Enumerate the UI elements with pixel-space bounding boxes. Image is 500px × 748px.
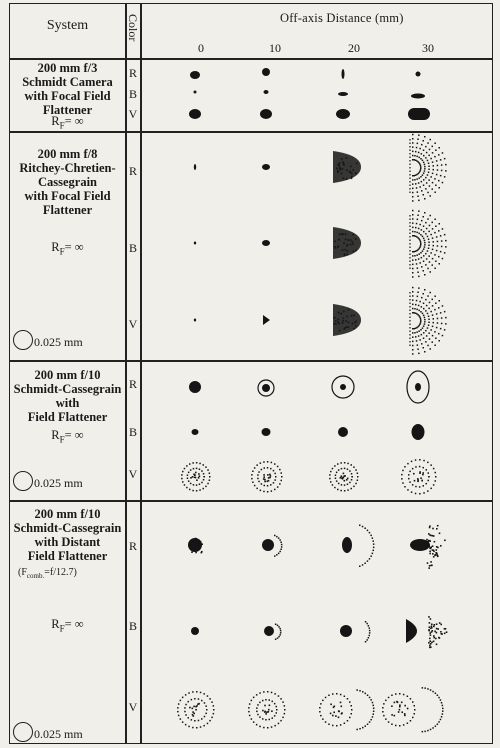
spot-s2-r-30	[410, 134, 447, 202]
scale-label: 0.025 mm	[34, 335, 83, 349]
system-1-color-r: R	[128, 66, 137, 80]
system-3-name-line: Schmidt-Cassegrain	[13, 382, 122, 396]
spot-s4-b-10	[264, 624, 281, 641]
spot-diagram-grid	[10, 4, 494, 745]
spot-s2-b-20	[333, 227, 361, 259]
system-1-name-line: Flattener	[42, 103, 93, 117]
system-4-color-b: B	[128, 619, 137, 633]
system-4-name-line: Schmidt-Cassegrain	[13, 521, 122, 535]
spot-s2-b-0	[194, 242, 196, 245]
system-4-color-v: V	[128, 700, 138, 714]
system-4-rf-label: $R_F=$ ∞	[51, 617, 84, 634]
system-4-color-r: R	[128, 539, 137, 553]
scale-label: 0.025 mm	[34, 727, 83, 741]
color-column-header: Color	[126, 14, 140, 42]
system-2-name-line: 200 mm f/8	[37, 147, 98, 161]
distance-tick-0: 0	[198, 41, 204, 55]
system-4-name-line: 200 mm f/10	[34, 507, 101, 521]
system-2-name-line: Flattener	[42, 203, 93, 217]
distance-tick-30: 30	[422, 41, 434, 55]
system-3-name-line: Field Flattener	[27, 410, 108, 424]
spot-s4-v-0	[177, 691, 214, 729]
spot-s1-v-0	[189, 109, 201, 119]
spot-s1-v-10	[260, 109, 272, 119]
system-1-name-line: 200 mm f/3	[37, 61, 98, 75]
spot-s4-v-10	[248, 691, 285, 729]
spot-s3-v-0	[181, 462, 210, 492]
spot-s2-v-30	[410, 287, 447, 355]
spot-s4-r-20	[342, 525, 374, 568]
spot-s1-r-10	[262, 68, 270, 76]
spot-s1-v-30	[408, 108, 430, 120]
system-1-name-line: Schmidt Camera	[22, 75, 113, 89]
spot-s3-b-10	[262, 428, 271, 436]
spot-s3-v-10	[251, 461, 282, 493]
system-1-color-v: V	[128, 107, 138, 121]
spot-s1-b-20	[338, 92, 348, 96]
system-3-name-line: with	[55, 396, 80, 410]
spot-s4-b-20	[340, 621, 370, 643]
spot-s3-b-30	[412, 424, 425, 440]
system-1-rf-label: $R_F=$ ∞	[51, 114, 84, 131]
spot-s3-b-0	[192, 429, 199, 435]
spot-s4-b-30	[406, 616, 447, 648]
spot-diagram-table	[9, 3, 493, 744]
spot-s1-b-30	[411, 94, 425, 99]
scale-label: 0.025 mm	[34, 476, 83, 490]
system-3-name-line: 200 mm f/10	[34, 368, 101, 382]
system-2-rf-label: $R_F=$ ∞	[51, 240, 84, 257]
system-1-color-b: B	[128, 87, 137, 101]
spot-s2-r-0	[194, 164, 196, 170]
system-column-header: System	[46, 18, 89, 33]
spot-s2-r-10	[262, 164, 270, 170]
system-2-color-b: B	[128, 241, 137, 255]
spot-s1-b-0	[194, 91, 197, 94]
spot-s3-r-30	[407, 371, 429, 403]
system-3-color-r: R	[128, 377, 137, 391]
spot-s1-r-20	[342, 69, 345, 79]
system-2-name-line: Cassegrain	[37, 175, 98, 189]
spot-s3-v-30	[401, 459, 436, 495]
system-4-name-line: Field Flattener	[27, 549, 108, 563]
spot-s3-b-20	[338, 427, 348, 437]
off-axis-distance-header: Off-axis Distance (mm)	[280, 11, 404, 25]
system-3-color-v: V	[128, 467, 138, 481]
spot-s4-v-30	[382, 687, 443, 732]
system-2-color-r: R	[128, 164, 137, 178]
spot-s3-r-20	[332, 376, 354, 398]
spot-s2-r-20	[333, 151, 361, 183]
system-3-color-b: B	[128, 425, 137, 439]
spot-s2-b-10	[262, 240, 270, 246]
spot-s4-v-20	[319, 689, 374, 730]
distance-tick-10: 10	[269, 41, 281, 55]
system-3-rf-label: $R_F=$ ∞	[51, 428, 84, 445]
spot-s3-v-20	[329, 462, 358, 492]
spot-s4-r-10	[262, 535, 282, 557]
system-2-color-v: V	[128, 317, 138, 331]
system-2-name-line: with Focal Field	[24, 189, 111, 203]
distance-tick-20: 20	[348, 41, 360, 55]
spot-s2-b-30	[410, 210, 447, 278]
system-4-focal-ratio: $(F_{comb.}=f/12.7)$	[18, 567, 77, 580]
spot-s2-v-10	[263, 315, 270, 325]
spot-s1-r-0	[190, 71, 200, 79]
spot-s1-v-20	[336, 109, 350, 119]
system-1-name-line: with Focal Field	[24, 89, 111, 103]
spot-s2-v-0	[194, 319, 196, 322]
spot-s1-b-10	[264, 90, 269, 94]
system-2-name-line: Ritchey-Chretien-	[19, 161, 116, 175]
spot-s3-r-0	[189, 381, 201, 393]
spot-s4-b-0	[191, 627, 199, 635]
spot-s1-r-30	[416, 72, 421, 77]
spot-s4-r-0	[188, 538, 203, 554]
spot-s3-r-10	[258, 380, 274, 396]
spot-s4-r-30	[410, 525, 446, 569]
system-4-name-line: with Distant	[34, 535, 101, 549]
spot-s2-v-20	[333, 304, 361, 336]
